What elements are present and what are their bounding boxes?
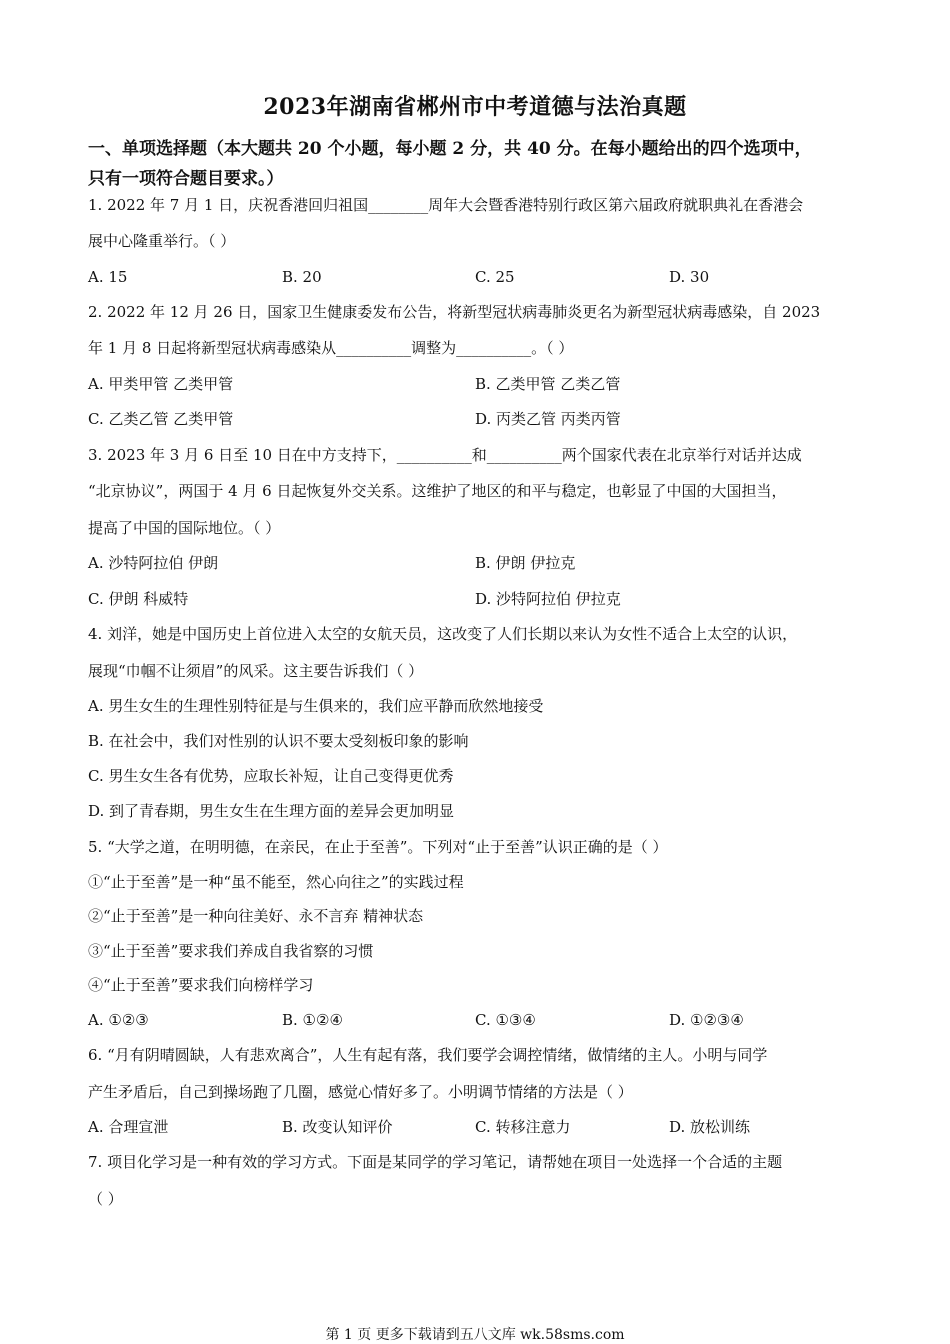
q3-option-b: B. 伊朗 伊拉克 xyxy=(475,554,576,572)
q6-option-c: C. 转移注意力 xyxy=(475,1118,571,1136)
q6-stem-line-1: 6. “月有阴晴圆缺，人有悲欢离合”，人生有起有落，我们要学会调控情绪，做情绪的主人。小明与同学 xyxy=(88,1046,768,1064)
q5-option-d: D. ①②③④ xyxy=(669,1011,744,1029)
q3-stem-line-1: 3. 2023 年 3 月 6 日至 10 日在中方支持下，__________和__________两个国家代表在北京举行对话并达成 xyxy=(88,446,802,464)
q1-option-b: B. 20 xyxy=(282,268,322,286)
q5-option-c: C. ①③④ xyxy=(475,1011,536,1029)
q2-stem-line-2: 年 1 月 8 日起将新型冠状病毒感染从__________调整为__________。（ ） xyxy=(88,339,574,357)
q5-option-a: A. ①②③ xyxy=(88,1011,149,1029)
q4-stem-line-2: 展现“巾帼不让须眉”的风采。这主要告诉我们（ ） xyxy=(88,662,424,680)
section-heading-line-2: 只有一项符合题目要求。） xyxy=(88,169,284,189)
q3-stem-line-2: “北京协议”，两国于 4 月 6 日起恢复外交关系。这维护了地区的和平与稳定，也彰显了中国的大国担当， xyxy=(88,482,787,500)
q2-option-c: C. 乙类乙管 乙类甲管 xyxy=(88,410,234,428)
q6-option-d: D. 放松训练 xyxy=(669,1118,751,1136)
section-heading-line-1: 一、单项选择题（本大题共 20 个小题，每小题 2 分，共 40 分。在每小题给出的四个选项中， xyxy=(88,139,812,159)
q2-stem-line-1: 2. 2022 年 12 月 26 日，国家卫生健康委发布公告，将新型冠状病毒肺炎更名为新型冠状病毒感染，自 2023 xyxy=(88,303,821,321)
q3-option-c: C. 伊朗 科威特 xyxy=(88,590,189,608)
q3-stem-line-3: 提高了中国的国际地位。（ ） xyxy=(88,519,281,537)
q6-stem-line-2: 产生矛盾后，自己到操场跑了几圈，感觉心情好多了。小明调节情绪的方法是（ ） xyxy=(88,1083,633,1101)
q1-stem-line-1: 1. 2022 年 7 月 1 日，庆祝香港回归祖国________周年大会暨香港特别行政区第六届政府就职典礼在香港会 xyxy=(88,196,804,214)
section-heading xyxy=(88,134,878,194)
q5-statement-3: ③“止于至善”要求我们养成自我省察的习惯 xyxy=(88,942,374,960)
page-title: 2023年湖南省郴州市中考道德与法治真题 xyxy=(263,94,687,120)
q5-stem-line-1: 5. “大学之道，在明明德，在亲民，在止于至善”。下列对“止于至善”认识正确的是（ ） xyxy=(88,838,668,856)
q1-stem-line-2: 展中心隆重举行。（ ） xyxy=(88,232,236,250)
q1-option-c: C. 25 xyxy=(475,268,515,286)
q2-option-d: D. 丙类乙管 丙类丙管 xyxy=(475,410,621,428)
q2-option-b: B. 乙类甲管 乙类乙管 xyxy=(475,375,621,393)
q5-option-b: B. ①②④ xyxy=(282,1011,343,1029)
q7-stem-line-1: 7. 项目化学习是一种有效的学习方式。下面是某同学的学习笔记，请帮她在项目一处选择一个合适的主题 xyxy=(88,1153,783,1171)
q1-option-a: A. 15 xyxy=(88,268,128,286)
q6-option-a: A. 合理宣泄 xyxy=(88,1118,169,1136)
q4-option-c: C. 男生女生各有优势，应取长补短，让自己变得更优秀 xyxy=(88,767,454,785)
q5-statement-4: ④“止于至善”要求我们向榜样学习 xyxy=(88,976,314,994)
q4-option-a: A. 男生女生的生理性别特征是与生俱来的，我们应平静而欣然地接受 xyxy=(88,697,544,715)
q1-option-d: D. 30 xyxy=(669,268,710,286)
q6-option-b: B. 改变认知评价 xyxy=(282,1118,393,1136)
q4-stem-line-1: 4. 刘洋，她是中国历史上首位进入太空的女航天员，这改变了人们长期以来认为女性不适合上太空的认识， xyxy=(88,625,798,643)
q3-option-d: D. 沙特阿拉伯 伊拉克 xyxy=(475,590,621,608)
page-footer: 第 1 页 更多下载请到五八文库 wk.58sms.com xyxy=(325,1327,625,1343)
q5-statement-2: ②“止于至善”是一种向往美好、永不言弃 精神状态 xyxy=(88,907,424,925)
q5-statement-1: ①“止于至善”是一种“虽不能至，然心向往之”的实践过程 xyxy=(88,873,464,891)
q4-option-d: D. 到了青春期，男生女生在生理方面的差异会更加明显 xyxy=(88,802,455,820)
q7-stem-line-2: （ ） xyxy=(88,1190,123,1208)
q4-option-b: B. 在社会中，我们对性别的认识不要太受刻板印象的影响 xyxy=(88,732,469,750)
q2-option-a: A. 甲类甲管 乙类甲管 xyxy=(88,375,234,393)
q3-option-a: A. 沙特阿拉伯 伊朗 xyxy=(88,554,219,572)
